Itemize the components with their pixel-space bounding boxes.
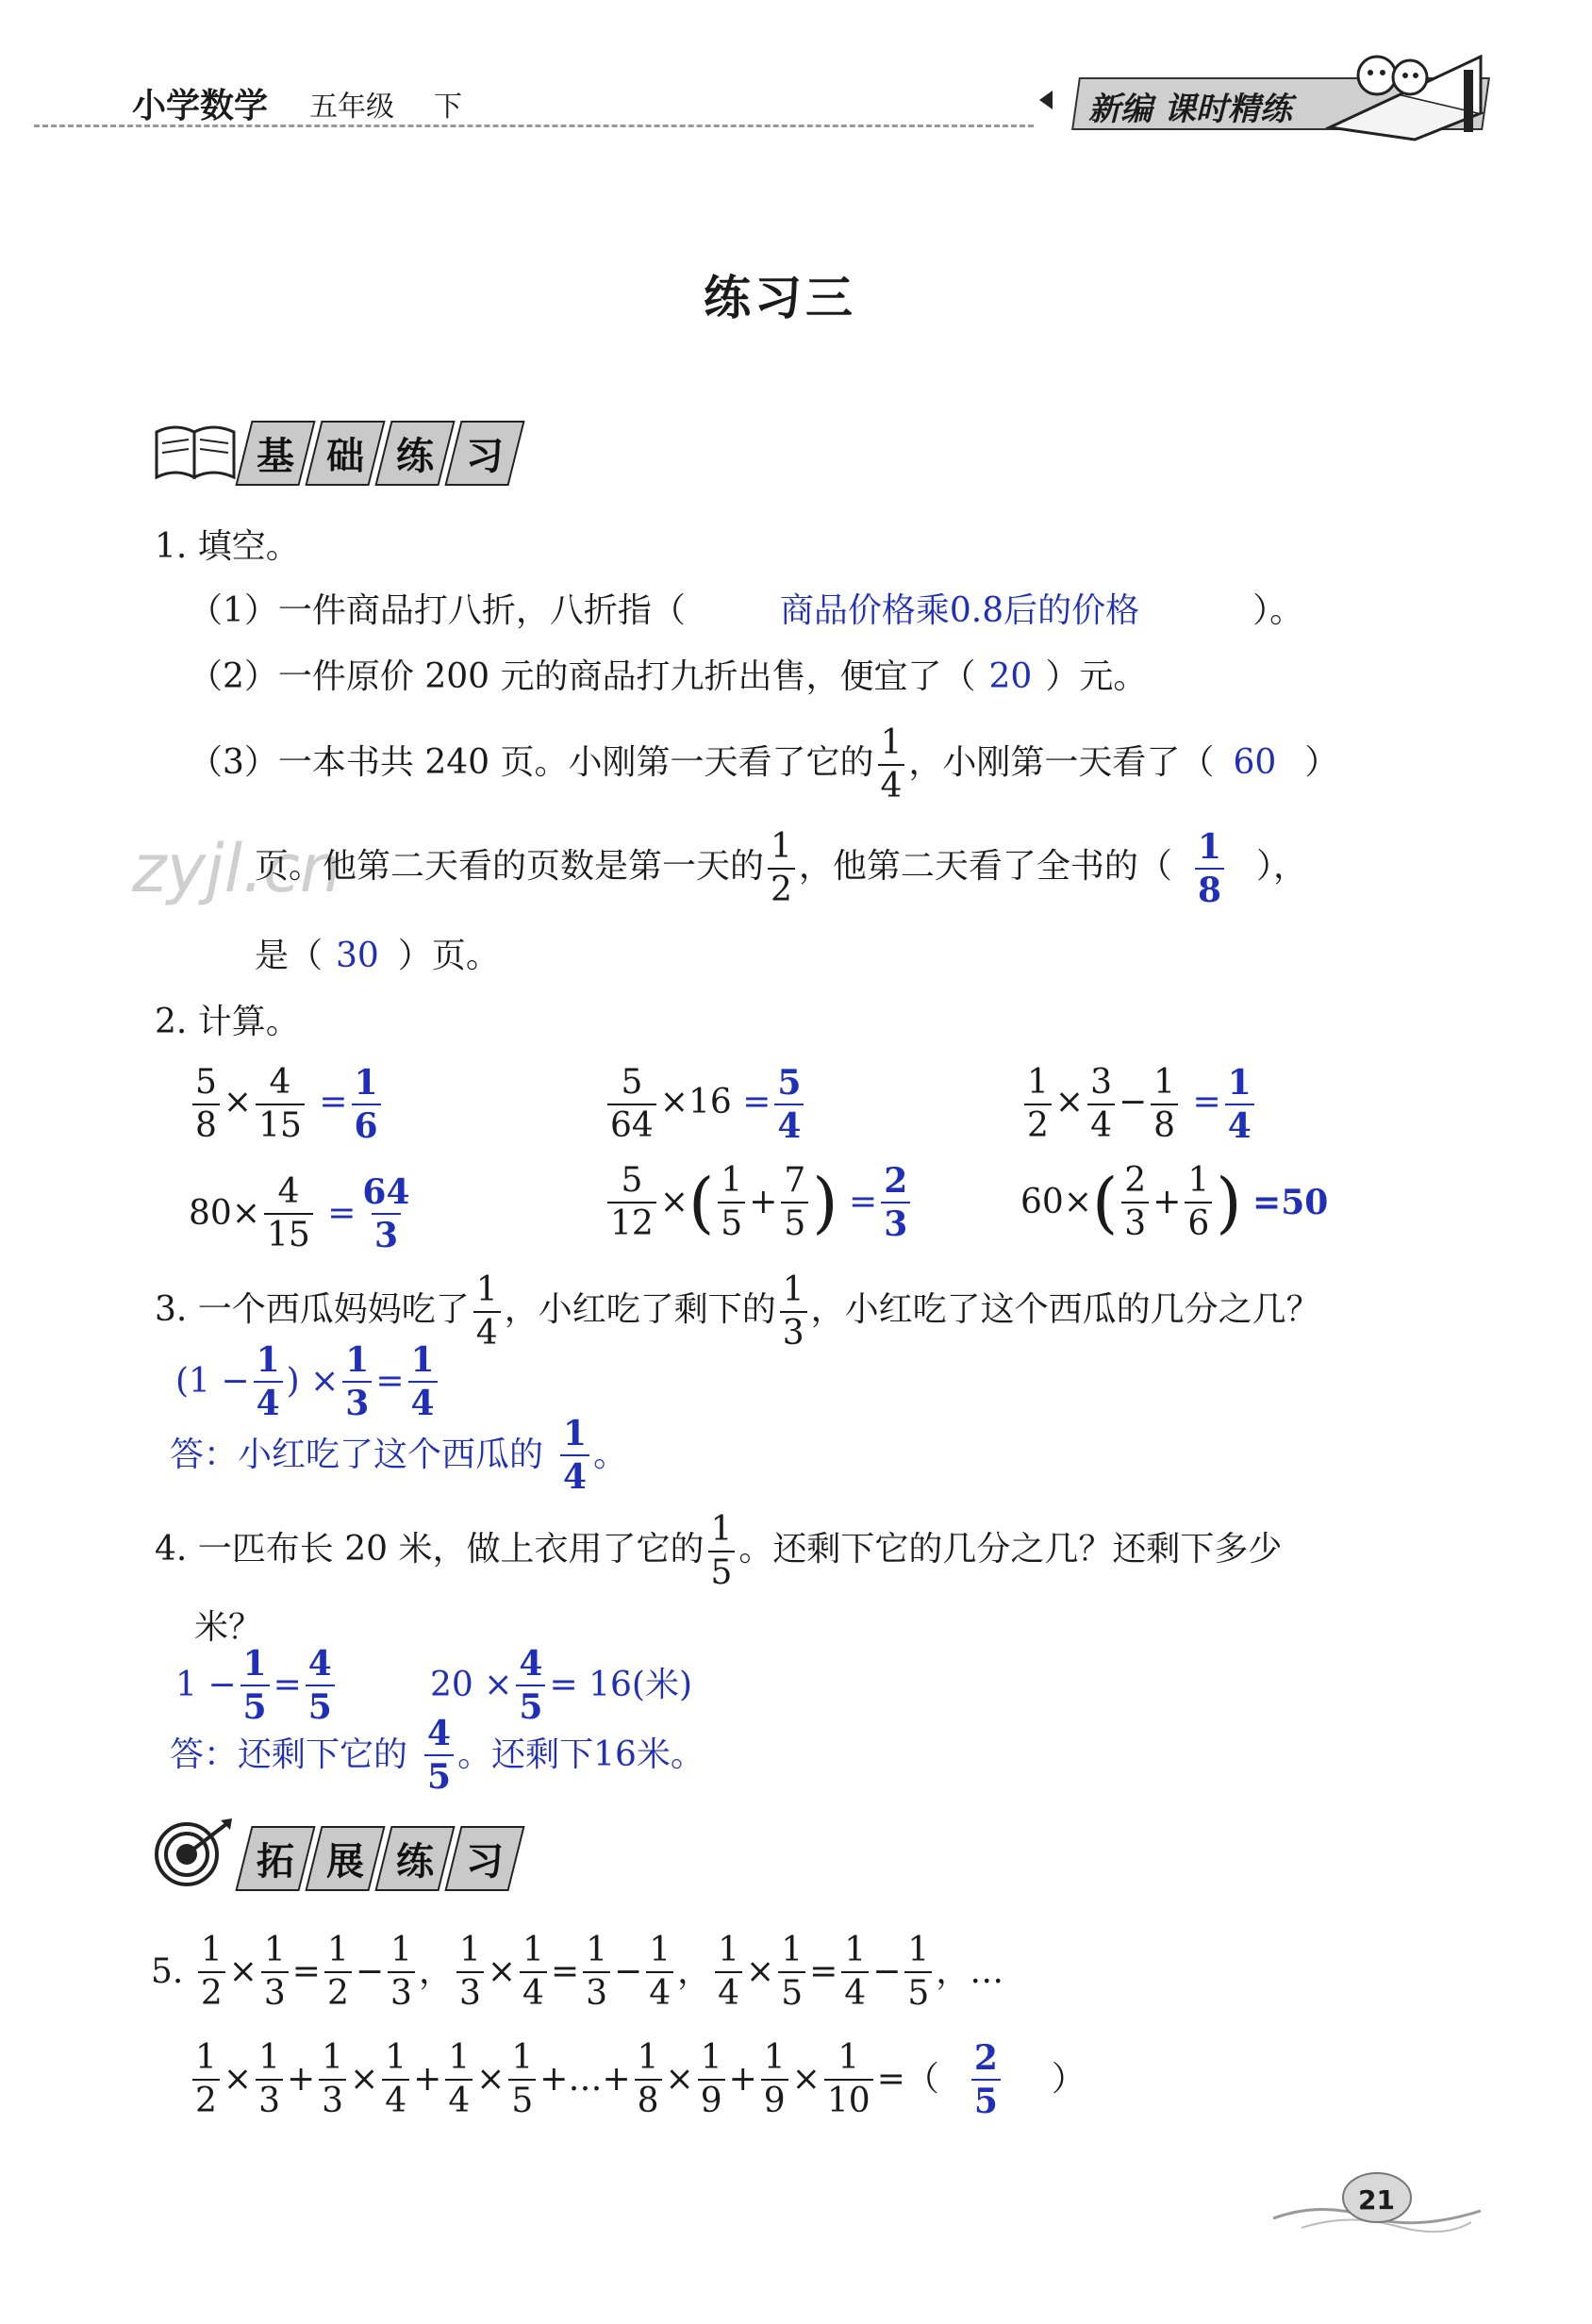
q1-part3-line2: 页。他第二天看的页数是第一天的 $\frac{1}{2}$ ，他第二天看了全书的（ $\frac{1}{8}$ ）， [255,827,1308,910]
q3-answer: 答：小红吃了这个西瓜的 $\frac{1}{4}$ 。 [170,1414,628,1497]
q4-question-line2: 米？ [194,1608,263,1647]
header-end-bar [1464,70,1473,132]
q1-part1: （1）一件商品打八折，八折指（ 商品价格乘0.8后的价格 ）。 [189,591,1304,630]
header-subject: 小学数学 [132,87,269,125]
q1-part2: （2）一件原价 200 元的商品打九折出售，便宜了（ 20 ）元。 [189,657,1148,696]
q1-part3-line3: 是（ 30 ）页。 [255,937,500,975]
calc-3: $\frac{1}{2}$ × $\frac{3}{4}$ − $\frac{1}{8}$ = $\frac{1}{4}$ [1020,1066,1258,1143]
page-number: 21 [1358,2184,1395,2216]
calc-6: 60×( $\frac{2}{3}$ + $\frac{1}{6}$ ) =50 [1020,1161,1329,1243]
q4-question: 4. 一匹布长 20 米，做上衣用了它的 $\frac{1}{5}$ 。还剩下它的几分之几？还剩下多少 [155,1510,1283,1592]
calc-2: $\frac{5}{64}$ ×16 = $\frac{5}{4}$ [604,1066,807,1143]
header-volume: 下 [434,91,462,124]
header-grade: 五年级 [309,91,394,124]
header-dashed-line [34,124,1034,127]
calc-4: 80× $\frac{4}{15}$ = $\frac{64}{3}$ [189,1172,410,1255]
header-arrow-icon [1039,91,1053,109]
q5-pattern: 5. $\frac{1}{2}$ × $\frac{1}{3}$ = $\frac{1}{2}$ − $\frac{1}{3}$ ， $\frac{1}{3}$ × $\frac{1}{4}$ = $\frac{1}{3}$ − $\frac{1}{4}$ ， $\frac{1}{4}$ × $\frac{1}{5}$ = $\frac{1}{4}$ − $\frac{1}{5}$ ，… [151,1931,1004,2013]
q1-label: 1. 填空。 [155,527,300,566]
q4-answer: 答：还剩下它的 $\frac{4}{5}$ 。还剩下16米。 [170,1714,705,1797]
section-extend-title: 拓 展 练 习 [243,1826,522,1891]
q2-label: 2. 计算。 [155,1003,300,1041]
q3-work: (1 − $\frac{1}{4}$ ) × $\frac{1}{3}$ = $\frac{1}{4}$ [175,1343,441,1420]
q5-sum: $\frac{1}{2}$ × $\frac{1}{3}$ + $\frac{1}{3}$ × $\frac{1}{4}$ + $\frac{1}{4}$ × $\frac{1}{5}$ +…+ $\frac{1}{8}$ × $\frac{1}{9}$ + $\frac{1}{9}$ × $\frac{1}{10}$ =（ $\frac{2}{5}$ ） [189,2041,1086,2118]
section-basic-title: 基 础 练 习 [243,421,522,486]
q4-work1: 1 − $\frac{1}{5}$ = $\frac{4}{5}$ [175,1647,339,1724]
target-icon [151,1817,236,1888]
q4-work2: 20 × $\frac{4}{5}$ = 16(米) [430,1644,692,1727]
open-book-icon [153,415,238,483]
calc-5: $\frac{5}{12}$ ×( $\frac{1}{5}$ + $\frac{7}{5}$ ) = $\frac{2}{3}$ [604,1164,914,1241]
q1-part3-line1: （3）一本书共 240 页。小刚第一天看了它的 $\frac{1}{4}$ ，小刚第一天看了（ 60 ） [189,723,1339,805]
page-title: 练习三 [704,271,856,325]
header-series: 新编 课时精练 [1088,91,1292,128]
calc-1: $\frac{5}{8}$ × $\frac{4}{15}$ = $\frac{1}{6}$ [189,1066,385,1143]
q3-question: 3. 一个西瓜妈妈吃了 $\frac{1}{4}$ ，小红吃了剩下的 $\frac{1}{3}$ ，小红吃了这个西瓜的几分之几？ [155,1270,1320,1353]
watermark: zyjl.cn [132,830,342,907]
